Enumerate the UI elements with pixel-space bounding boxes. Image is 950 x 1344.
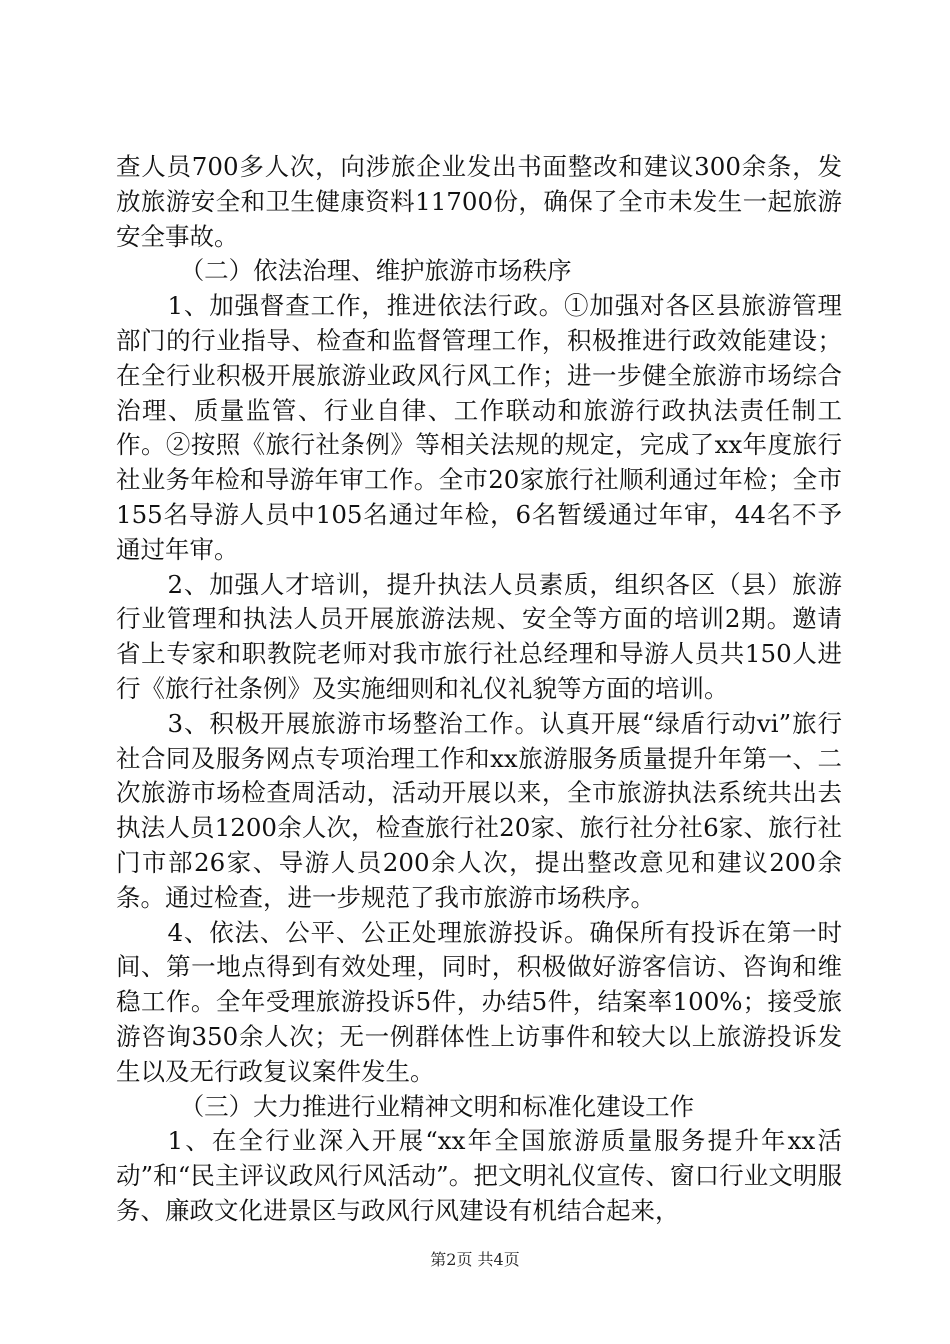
paragraph-training: 2、加强人才培训，提升执法人员素质，组织各区（县）旅游行业管理和执法人员开展旅游法规、安全等方面的培训2期。邀请省上专家和职教院老师对我市旅行社总经理和导游人员共150人进行《旅行社条例》及实施细则和礼仪礼貌等方面的培训。 [116,569,842,703]
paragraph-market-rectification: 3、积极开展旅游市场整治工作。认真开展“绿盾行动vi”旅行社合同及服务网点专项治理工作和xx旅游服务质量提升年第一、二次旅游市场检查周活动，活动开展以来，全市旅游执法系统共出去执法人员1200余人次，检查旅行社20家、旅行社分社6家、旅行社门市部26家、导游人员200余人次，提出整改意见和建议200余条。通过检查，进一步规范了我市旅游市场秩序。 [116,708,842,912]
page-number-footer: 第2页 共4页 [430,1250,520,1269]
section-heading-3: （三）大力推进行业精神文明和标准化建设工作 [179,1091,695,1121]
paragraph-complaints: 4、依法、公平、公正处理旅游投诉。确保所有投诉在第一时间、第一地点得到有效处理，同时，积极做好游客信访、咨询和维稳工作。全年受理旅游投诉5件，办结5件，结案率100%；接受旅游咨询350余人次；无一例群体性上访事件和较大以上旅游投诉发生以及无行政复议案件发生。 [116,917,842,1086]
section-heading-2: （二）依法治理、维护旅游市场秩序 [179,256,572,286]
paragraph-supervision: 1、加强督查工作，推进依法行政。①加强对各区县旅游管理部门的行业指导、检查和监督管理工作，积极推进行政效能建设；在全行业积极开展旅游业政风行风工作；进一步健全旅游市场综合治理、质量监管、行业自律、工作联动和旅游行政执法责任制工作。②按照《旅行社条例》等相关法规的规定，完成了xx年度旅行社业务年检和导游年审工作。全市20家旅行社顺利通过年检；全市155名导游人员中105名通过年检，6名暂缓通过年审，44名不予通过年审。 [116,291,842,564]
paragraph-civilization-activities: 1、在全行业深入开展“xx年全国旅游质量服务提升年xx活动”和“民主评议政风行风活动”。把文明礼仪宣传、窗口行业文明服务、廉政文化进景区与政风行风建设有机结合起来， [116,1126,842,1225]
document-body [116,150,842,1229]
paragraph-safety-inspection-continued: 查人员700多人次，向涉旅企业发出书面整改和建议300余条，发放旅游安全和卫生健康资料11700份，确保了全市未发生一起旅游安全事故。 [116,152,842,251]
